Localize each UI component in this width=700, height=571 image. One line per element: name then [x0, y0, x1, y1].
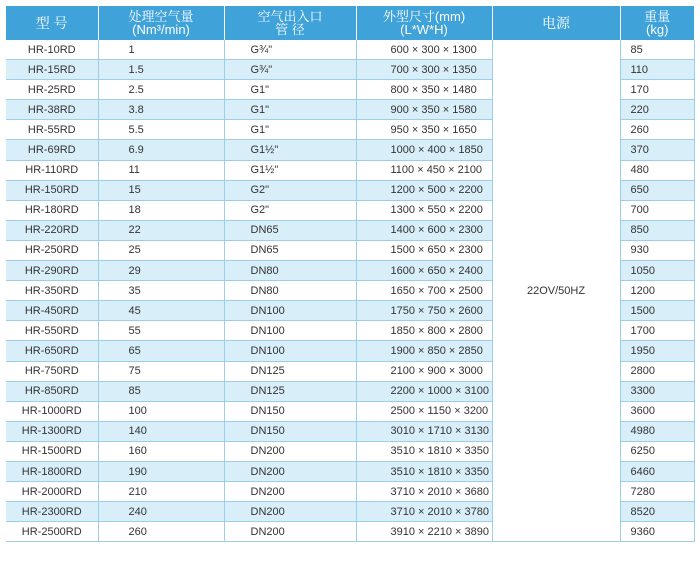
cell-dims: 1750 × 750 × 2600	[356, 301, 492, 321]
cell-weight: 480	[620, 160, 694, 180]
cell-port: G1½"	[224, 160, 356, 180]
cell-flow: 5.5	[98, 120, 224, 140]
cell-model: HR-650RD	[6, 341, 98, 361]
cell-dims: 950 × 350 × 1650	[356, 120, 492, 140]
cell-weight: 6460	[620, 461, 694, 481]
cell-port: DN100	[224, 341, 356, 361]
cell-model: HR-1300RD	[6, 421, 98, 441]
cell-flow: 85	[98, 381, 224, 401]
cell-weight: 2800	[620, 361, 694, 381]
cell-weight: 1500	[620, 301, 694, 321]
cell-dims: 1000 × 400 × 1850	[356, 140, 492, 160]
cell-dims: 2200 × 1000 × 3100	[356, 381, 492, 401]
cell-model: HR-350RD	[6, 281, 98, 301]
cell-port: DN200	[224, 482, 356, 502]
cell-weight: 4980	[620, 421, 694, 441]
cell-port: G¾"	[224, 40, 356, 60]
cell-model: HR-150RD	[6, 180, 98, 200]
cell-weight: 700	[620, 200, 694, 220]
cell-dims: 1400 × 600 × 2300	[356, 220, 492, 240]
cell-flow: 6.9	[98, 140, 224, 160]
cell-flow: 160	[98, 441, 224, 461]
cell-dims: 1500 × 650 × 2300	[356, 240, 492, 260]
cell-weight: 1050	[620, 261, 694, 281]
cell-dims: 1650 × 700 × 2500	[356, 281, 492, 301]
cell-dims: 1100 × 450 × 2100	[356, 160, 492, 180]
cell-weight: 9360	[620, 522, 694, 542]
cell-model: HR-750RD	[6, 361, 98, 381]
cell-weight: 1700	[620, 321, 694, 341]
cell-model: HR-180RD	[6, 200, 98, 220]
cell-model: HR-38RD	[6, 100, 98, 120]
cell-port: DN100	[224, 321, 356, 341]
cell-dims: 900 × 350 × 1580	[356, 100, 492, 120]
table-body	[6, 40, 694, 542]
cell-port: DN125	[224, 381, 356, 401]
cell-port: G1"	[224, 100, 356, 120]
cell-dims: 2100 × 900 × 3000	[356, 361, 492, 381]
cell-port: DN65	[224, 240, 356, 260]
cell-weight: 1950	[620, 341, 694, 361]
cell-weight: 850	[620, 220, 694, 240]
cell-flow: 190	[98, 461, 224, 481]
cell-model: HR-25RD	[6, 80, 98, 100]
cell-model: HR-55RD	[6, 120, 98, 140]
cell-dims: 1850 × 800 × 2800	[356, 321, 492, 341]
cell-flow: 100	[98, 401, 224, 421]
cell-port: DN200	[224, 461, 356, 481]
cell-weight: 220	[620, 100, 694, 120]
cell-dims: 600 × 300 × 1300	[356, 40, 492, 60]
cell-port: DN80	[224, 281, 356, 301]
cell-flow: 18	[98, 200, 224, 220]
cell-model: HR-1800RD	[6, 461, 98, 481]
cell-flow: 55	[98, 321, 224, 341]
cell-weight: 110	[620, 60, 694, 80]
cell-model: HR-69RD	[6, 140, 98, 160]
cell-dims: 3510 × 1810 × 3350	[356, 461, 492, 481]
cell-weight: 3600	[620, 401, 694, 421]
header-flow: 处理空气量 (Nm³/min)	[98, 6, 224, 40]
cell-port: DN200	[224, 502, 356, 522]
cell-model: HR-15RD	[6, 60, 98, 80]
cell-flow: 29	[98, 261, 224, 281]
cell-dims: 3910 × 2210 × 3890	[356, 522, 492, 542]
cell-model: HR-850RD	[6, 381, 98, 401]
table-row	[6, 40, 694, 60]
cell-port: G1"	[224, 80, 356, 100]
cell-dims: 800 × 350 × 1480	[356, 80, 492, 100]
spec-table-container	[6, 6, 694, 542]
cell-weight: 85	[620, 40, 694, 60]
header-model: 型 号	[6, 6, 98, 40]
cell-flow: 45	[98, 301, 224, 321]
header-power: 电源	[492, 6, 620, 40]
cell-port: DN100	[224, 301, 356, 321]
cell-weight: 370	[620, 140, 694, 160]
header-weight: 重量 (kg)	[620, 6, 694, 40]
cell-power: 22OV/50HZ	[492, 40, 620, 542]
cell-model: HR-250RD	[6, 240, 98, 260]
cell-model: HR-220RD	[6, 220, 98, 240]
cell-model: HR-550RD	[6, 321, 98, 341]
cell-port: DN125	[224, 361, 356, 381]
header-dims: 外型尺寸(mm) (L*W*H)	[356, 6, 492, 40]
cell-dims: 700 × 300 × 1350	[356, 60, 492, 80]
cell-weight: 3300	[620, 381, 694, 401]
cell-weight: 260	[620, 120, 694, 140]
spec-table	[6, 6, 695, 542]
cell-flow: 3.8	[98, 100, 224, 120]
cell-dims: 1600 × 650 × 2400	[356, 261, 492, 281]
cell-flow: 22	[98, 220, 224, 240]
cell-port: G2"	[224, 180, 356, 200]
cell-port: G2"	[224, 200, 356, 220]
cell-port: DN200	[224, 522, 356, 542]
cell-flow: 25	[98, 240, 224, 260]
cell-flow: 210	[98, 482, 224, 502]
cell-dims: 3710 × 2010 × 3680	[356, 482, 492, 502]
table-header	[6, 6, 694, 40]
cell-model: HR-2000RD	[6, 482, 98, 502]
cell-weight: 1200	[620, 281, 694, 301]
cell-weight: 8520	[620, 502, 694, 522]
cell-weight: 7280	[620, 482, 694, 502]
cell-flow: 15	[98, 180, 224, 200]
cell-model: HR-10RD	[6, 40, 98, 60]
cell-model: HR-1000RD	[6, 401, 98, 421]
cell-port: G1½"	[224, 140, 356, 160]
cell-weight: 170	[620, 80, 694, 100]
cell-model: HR-1500RD	[6, 441, 98, 461]
cell-flow: 1	[98, 40, 224, 60]
cell-flow: 2.5	[98, 80, 224, 100]
cell-port: DN150	[224, 401, 356, 421]
cell-port: DN200	[224, 441, 356, 461]
cell-dims: 1900 × 850 × 2850	[356, 341, 492, 361]
cell-dims: 1300 × 550 × 2200	[356, 200, 492, 220]
header-port: 空气出入口 管 径	[224, 6, 356, 40]
cell-flow: 240	[98, 502, 224, 522]
cell-port: DN80	[224, 261, 356, 281]
cell-model: HR-290RD	[6, 261, 98, 281]
cell-model: HR-110RD	[6, 160, 98, 180]
cell-port: DN150	[224, 421, 356, 441]
cell-weight: 650	[620, 180, 694, 200]
cell-dims: 1200 × 500 × 2200	[356, 180, 492, 200]
cell-flow: 75	[98, 361, 224, 381]
cell-flow: 260	[98, 522, 224, 542]
cell-flow: 65	[98, 341, 224, 361]
cell-port: DN65	[224, 220, 356, 240]
cell-dims: 3710 × 2010 × 3780	[356, 502, 492, 522]
cell-weight: 6250	[620, 441, 694, 461]
cell-weight: 930	[620, 240, 694, 260]
cell-model: HR-2500RD	[6, 522, 98, 542]
cell-model: HR-450RD	[6, 301, 98, 321]
cell-dims: 3010 × 1710 × 3130	[356, 421, 492, 441]
cell-flow: 11	[98, 160, 224, 180]
cell-dims: 3510 × 1810 × 3350	[356, 441, 492, 461]
cell-flow: 140	[98, 421, 224, 441]
cell-flow: 1.5	[98, 60, 224, 80]
cell-model: HR-2300RD	[6, 502, 98, 522]
cell-flow: 35	[98, 281, 224, 301]
cell-port: G¾"	[224, 60, 356, 80]
cell-dims: 2500 × 1150 × 3200	[356, 401, 492, 421]
cell-port: G1"	[224, 120, 356, 140]
